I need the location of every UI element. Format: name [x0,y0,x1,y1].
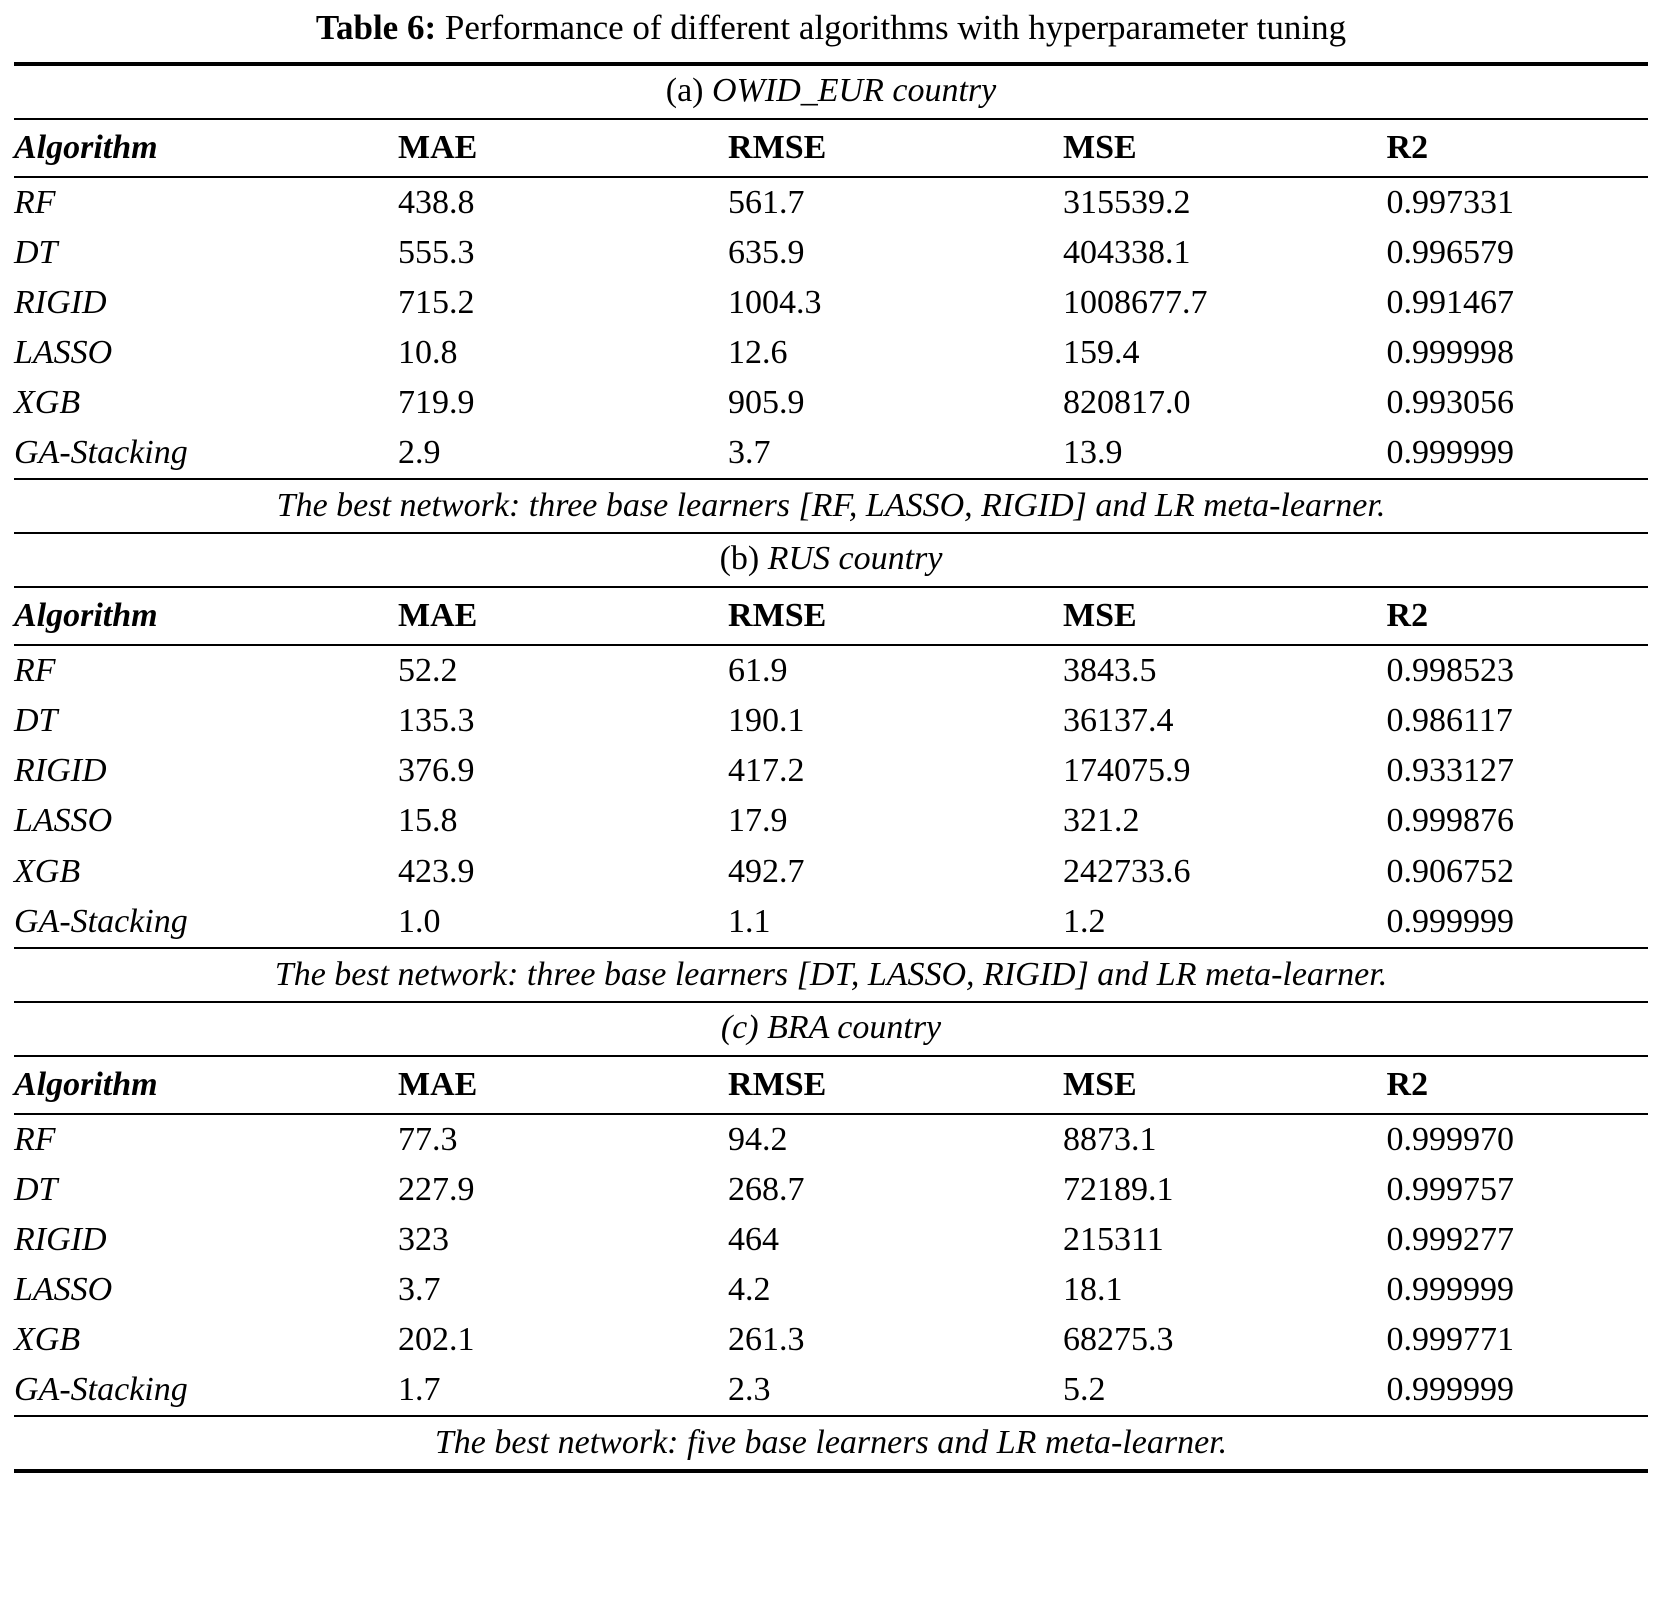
cell-rmse: 12.6 [728,333,788,371]
cell-rmse: 417.2 [728,752,805,790]
section-note-c [14,1417,1648,1471]
cell-mae: 323 [397,1220,449,1258]
table-row [14,1315,1648,1365]
subcaption-a-prefix: (a) [665,71,704,109]
table-row [14,428,1648,479]
cell-mae: 715.2 [397,283,475,321]
column-header-rmse: RMSE [728,1065,827,1103]
cell-mae: 376.9 [397,752,475,790]
cell-algorithm: XGB [14,852,81,890]
cell-r2: 0.998523 [1386,652,1515,690]
header-row-c [14,1057,1648,1114]
table-row [14,696,1648,746]
cell-mse: 174075.9 [1063,752,1191,790]
cell-rmse: 17.9 [728,802,788,840]
column-header-rmse: RMSE [728,128,827,166]
table-row [14,1365,1648,1416]
cell-r2: 0.999970 [1386,1120,1515,1158]
cell-algorithm: DT [14,702,58,740]
cell-mae: 2.9 [397,434,441,472]
cell-mae: 227.9 [397,1170,475,1208]
cell-rmse: 2.3 [728,1371,771,1409]
column-header-algorithm: Algorithm [14,1065,158,1103]
cell-r2: 0.991467 [1386,283,1515,321]
cell-mse: 68275.3 [1063,1321,1174,1358]
table-row [14,228,1648,278]
cell-r2: 0.986117 [1386,702,1513,740]
cell-rmse: 190.1 [728,702,805,740]
cell-algorithm: GA-Stacking [14,1371,188,1409]
results-table [14,62,1648,1473]
column-header-mse: MSE [1063,128,1137,166]
cell-r2: 0.999277 [1386,1220,1515,1258]
cell-mae: 555.3 [397,233,475,271]
section-note-b [14,949,1648,1002]
cell-mse: 404338.1 [1063,233,1191,271]
cell-algorithm: GA-Stacking [14,902,188,940]
cell-algorithm: GA-Stacking [14,434,188,472]
subcaption-b-title: RUS country [767,540,943,578]
cell-mse: 315539.2 [1063,183,1191,221]
column-header-r2: R2 [1386,597,1429,635]
cell-rmse: 492.7 [728,852,805,890]
cell-rmse: 268.7 [728,1170,805,1208]
note-text: The best network: three base learners [DT, LASSO, RIGID] and LR meta-learner. [274,955,1388,993]
column-header-mae: MAE [397,128,478,166]
cell-mse: 3843.5 [1063,652,1157,690]
cell-rmse: 61.9 [728,652,788,690]
cell-r2: 0.999999 [1386,1270,1515,1308]
column-header-algorithm: Algorithm [14,128,158,166]
cell-algorithm: RF [14,1120,56,1158]
table-caption [14,0,1648,62]
section-note-a [14,480,1648,533]
cell-mae: 52.2 [397,652,458,690]
column-header-r2: R2 [1386,128,1429,166]
column-header-mae: MAE [397,1065,478,1103]
cell-rmse: 94.2 [728,1120,788,1158]
column-header-algorithm: Algorithm [14,597,158,635]
subcaption-c-title: BRA country [767,1008,942,1046]
cell-mse: 36137.4 [1063,702,1174,740]
cell-algorithm: DT [14,1170,58,1208]
table-row [14,178,1648,228]
cell-mse: 13.9 [1063,434,1123,472]
table-row [14,1115,1648,1165]
table-row [14,796,1648,846]
cell-r2: 0.996579 [1386,233,1515,271]
cell-r2: 0.993056 [1386,384,1515,422]
cell-algorithm: RF [14,183,56,221]
note-text: The best network: three base learners [RF, LASSO, RIGID] and LR meta-learner. [276,487,1386,525]
cell-mae: 1.7 [397,1371,441,1409]
cell-mae: 135.3 [397,702,475,740]
header-row-a [14,120,1648,177]
table-row [14,897,1648,948]
cell-mae: 15.8 [397,802,458,840]
note-text: The best network: five base learners and LR meta-learner. [434,1424,1228,1462]
table-row [14,278,1648,328]
cell-r2: 0.999998 [1386,333,1515,371]
cell-algorithm: LASSO [14,1270,113,1308]
cell-mse: 321.2 [1063,802,1140,840]
cell-algorithm: LASSO [14,802,113,840]
header-row-b [14,588,1648,645]
cell-mse: 242733.6 [1063,852,1191,890]
cell-rmse: 905.9 [728,384,805,422]
column-header-r2: R2 [1386,1065,1429,1103]
cell-rmse: 1.1 [728,902,771,940]
cell-mse: 18.1 [1063,1270,1123,1308]
subcaption-b-prefix: (b) [719,540,760,578]
caption-text: Performance of different algorithms with hyperparameter tuning [444,8,1347,47]
cell-rmse: 561.7 [728,183,805,221]
cell-mae: 3.7 [397,1270,441,1308]
subcaption-a-title: OWID_EUR country [712,71,997,109]
cell-algorithm: RIGID [14,752,107,790]
table-row [14,646,1648,696]
cell-mae: 438.8 [397,183,475,221]
cell-mae: 77.3 [397,1120,458,1158]
cell-r2: 0.997331 [1386,183,1515,221]
cell-mse: 1008677.7 [1063,283,1208,321]
cell-r2: 0.999999 [1386,1371,1515,1409]
column-header-mse: MSE [1063,597,1137,635]
table-row [14,746,1648,796]
cell-mse: 215311 [1063,1220,1164,1258]
table-row [14,378,1648,428]
cell-r2: 0.999999 [1386,434,1515,472]
cell-mse: 820817.0 [1063,384,1191,422]
cell-mse: 72189.1 [1063,1170,1174,1208]
cell-mse: 159.4 [1063,333,1140,371]
column-header-mse: MSE [1063,1065,1137,1103]
cell-mae: 202.1 [397,1321,475,1358]
cell-r2: 0.999876 [1386,802,1515,840]
cell-algorithm: RIGID [14,1220,107,1258]
column-header-rmse: RMSE [728,597,827,635]
rule-bottom [14,1471,1648,1473]
table-row [14,1265,1648,1315]
cell-rmse: 3.7 [728,434,771,472]
cell-r2: 0.906752 [1386,852,1515,890]
cell-rmse: 261.3 [728,1321,805,1358]
subcaption-b [14,534,1648,587]
table-row [14,1165,1648,1215]
cell-algorithm: RF [14,652,56,690]
cell-r2: 0.999999 [1386,902,1515,940]
cell-algorithm: RIGID [14,283,107,321]
cell-r2: 0.999771 [1386,1321,1515,1358]
table-row [14,1215,1648,1265]
table-row [14,847,1648,897]
cell-r2: 0.933127 [1386,752,1515,790]
cell-mae: 423.9 [397,852,475,890]
cell-algorithm: DT [14,233,58,271]
cell-algorithm: XGB [14,384,81,422]
cell-rmse: 635.9 [728,233,805,271]
cell-mae: 10.8 [397,333,458,371]
subcaption-a [14,66,1648,119]
cell-mse: 5.2 [1063,1371,1106,1409]
column-header-mae: MAE [397,597,478,635]
cell-mae: 719.9 [397,384,475,422]
cell-r2: 0.999757 [1386,1170,1515,1208]
subcaption-c-prefix: (c) [720,1008,759,1046]
cell-rmse: 1004.3 [728,283,822,321]
cell-mse: 8873.1 [1063,1120,1157,1158]
cell-rmse: 4.2 [728,1270,771,1308]
subcaption-c [14,1003,1648,1056]
cell-mse: 1.2 [1063,902,1106,940]
cell-mae: 1.0 [397,902,441,940]
cell-algorithm: LASSO [14,333,113,371]
cell-algorithm: XGB [14,1321,81,1358]
table-row [14,328,1648,378]
caption-label: Table 6: [315,8,437,47]
cell-rmse: 464 [728,1220,780,1258]
